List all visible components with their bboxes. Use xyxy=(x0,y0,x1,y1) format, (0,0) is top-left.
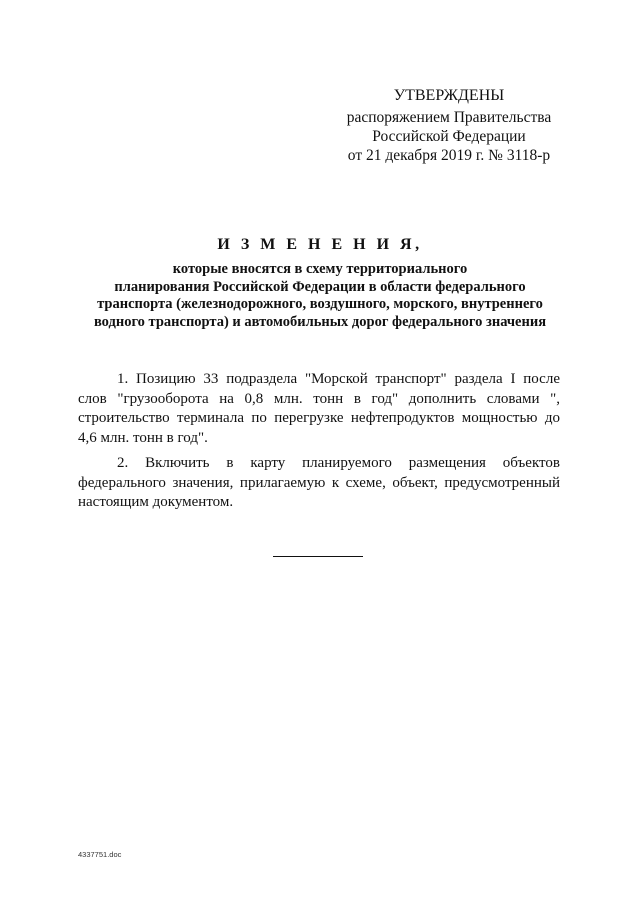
approval-heading: УТВЕРЖДЕНЫ xyxy=(393,87,505,104)
approval-block xyxy=(300,86,598,165)
document-title: И З М Е Н Е Н И Я, xyxy=(217,236,423,253)
subtitle-line: планирования Российской Федерации в области федерального xyxy=(114,278,526,295)
separator-line xyxy=(273,556,363,557)
subtitle-line: транспорта (железнодорожного, воздушного, морского, внутреннего xyxy=(97,296,543,312)
document-body xyxy=(78,370,560,519)
document-subtitle xyxy=(60,261,580,331)
paragraph-1: 1. Позицию 33 подраздела "Морской транспорт" раздела I после слов "грузооборота на 0,8 млн. тонн в год" дополнить словами ", строительство терминала по перегрузке нефтепродуктов мощностью до 4,6 млн. тонн в год". xyxy=(78,371,560,446)
approval-line-1: распоряжением Правительства xyxy=(346,109,552,126)
subtitle-line: водного транспорта) и автомобильных дорог федерального значения xyxy=(93,313,547,330)
approval-line-3: от 21 декабря 2019 г. № 3118-р xyxy=(347,147,551,164)
paragraph-2: 2. Включить в карту планируемого размещения объектов федерального значения, прилагаемую к схеме, объект, предусмотренный настоящим документом. xyxy=(78,455,560,510)
footer-filename: 4337751.doc xyxy=(78,850,122,859)
subtitle-line: которые вносятся в схему территориального xyxy=(172,261,468,277)
approval-line-2: Российской Федерации xyxy=(372,128,526,145)
